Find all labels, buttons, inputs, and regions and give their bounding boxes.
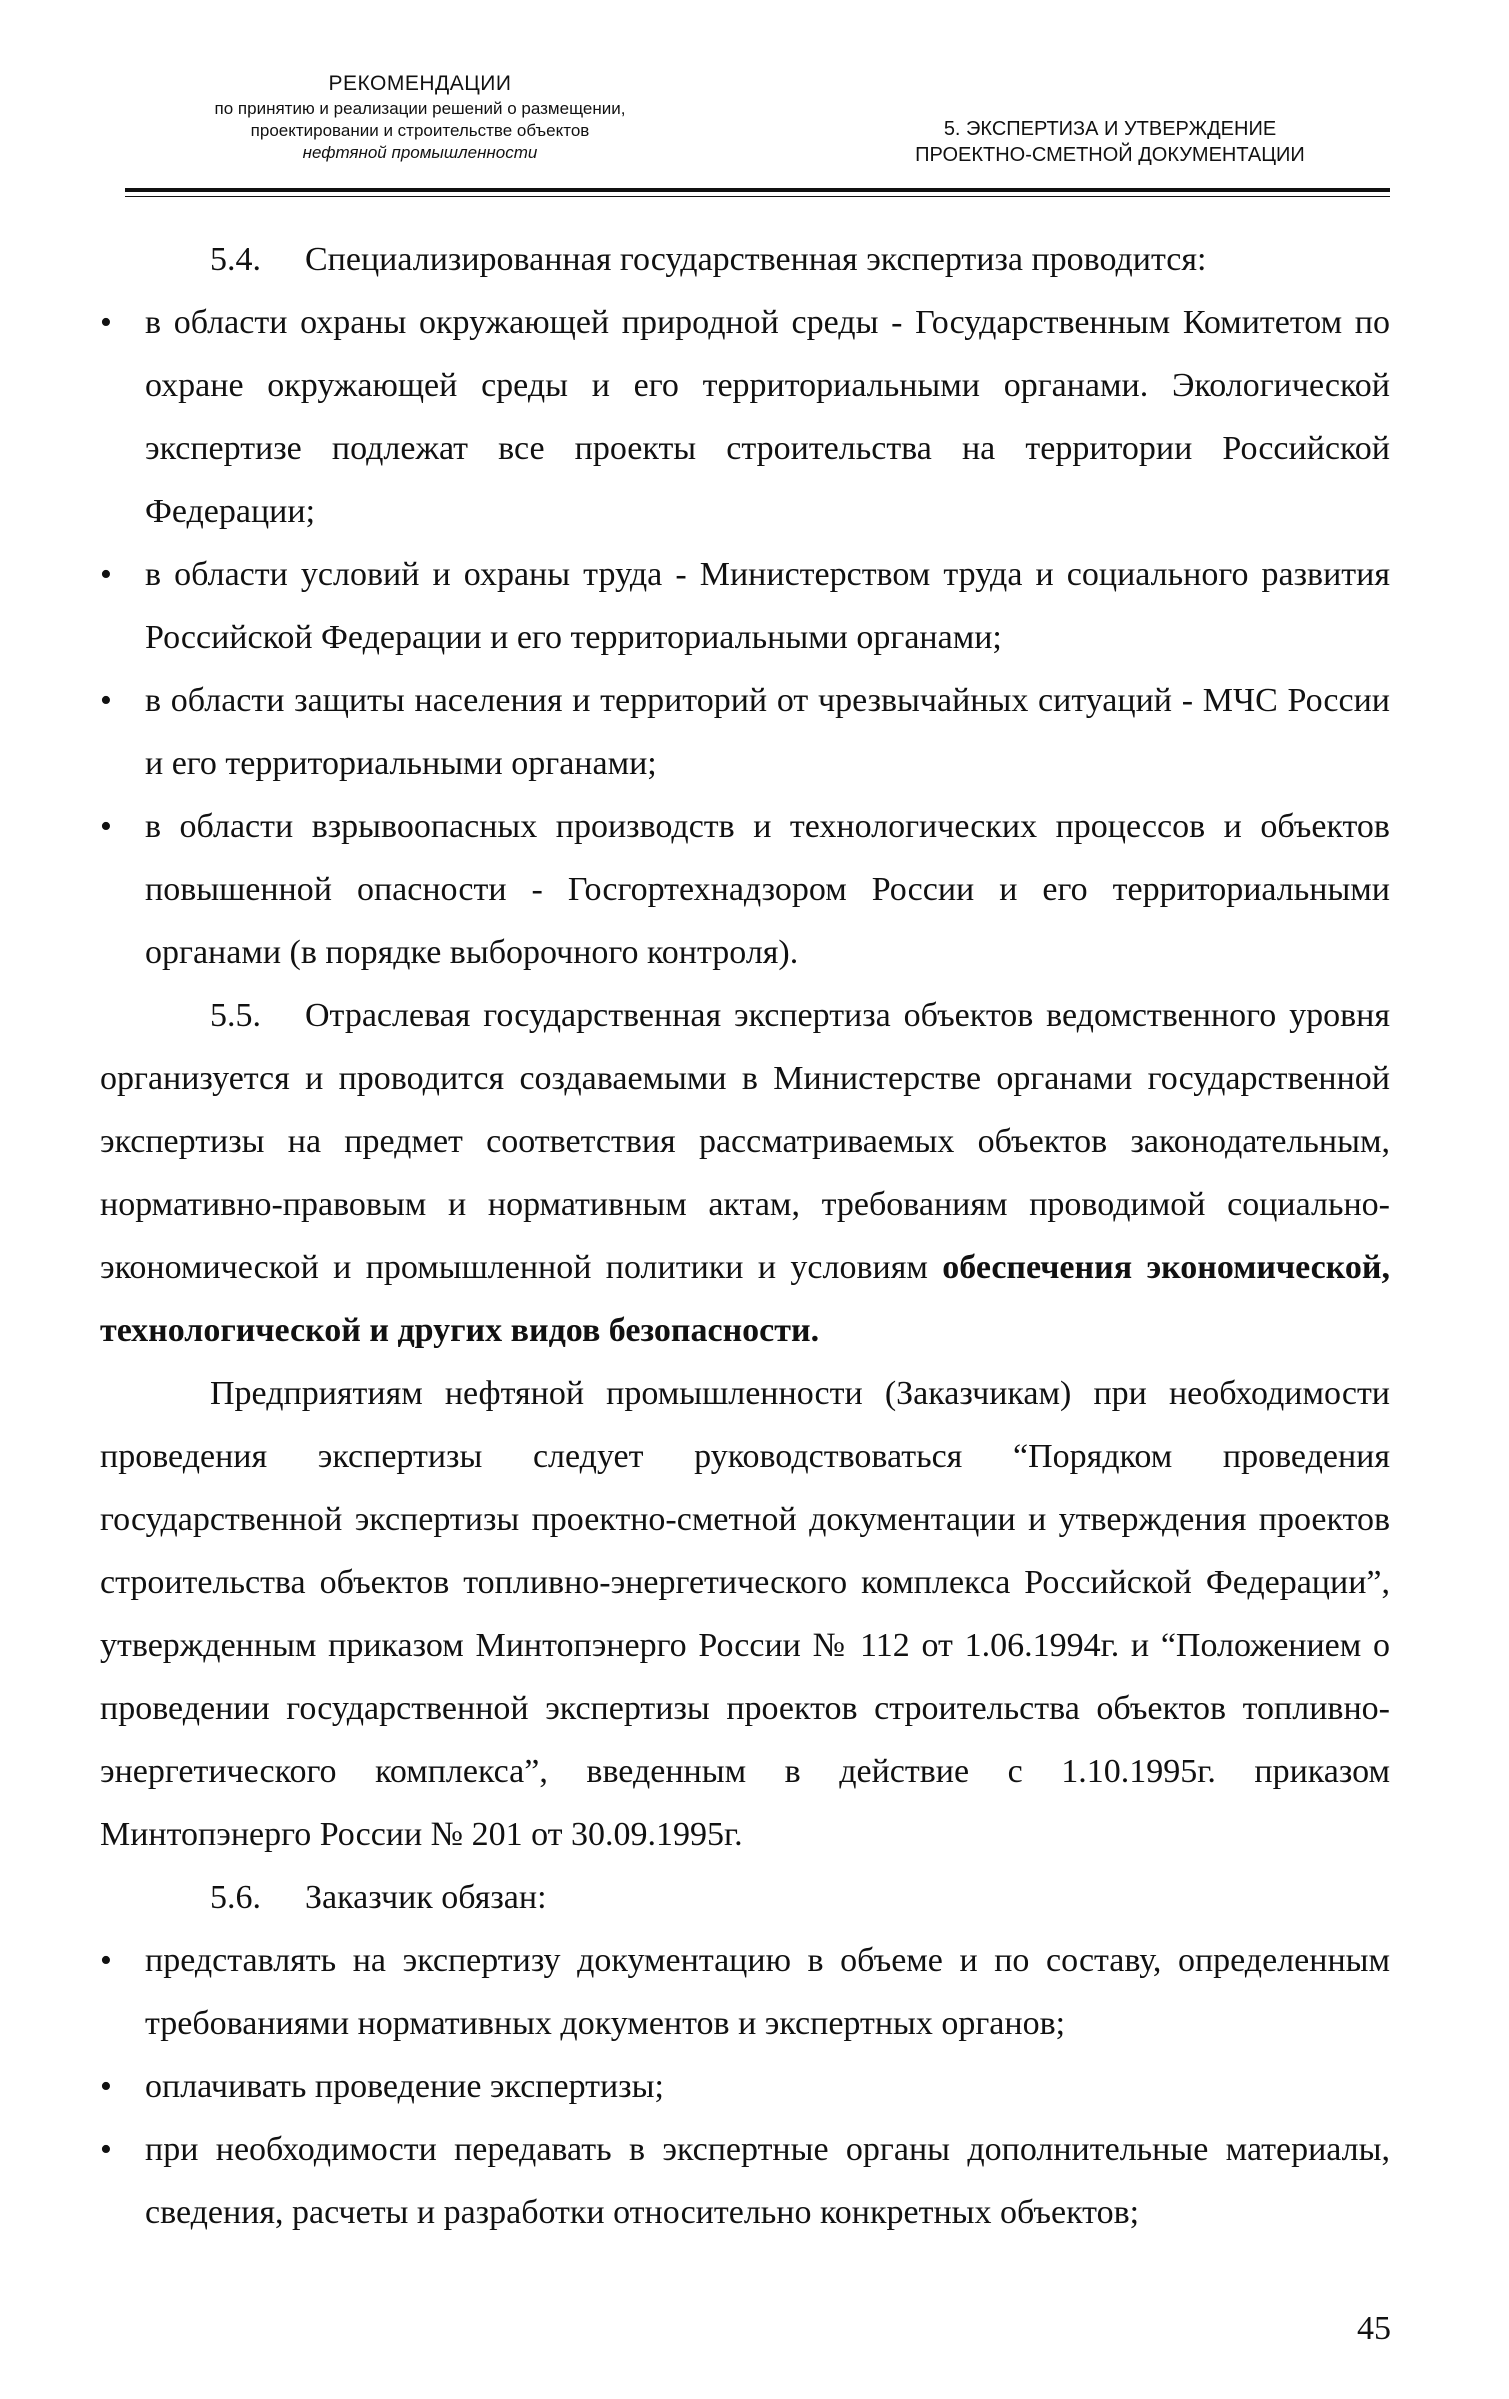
bullet-icon: • <box>100 304 112 341</box>
section-5-4-title: Специализированная государственная экспертиза проводится: <box>305 241 1207 278</box>
page-header <box>0 70 1509 200</box>
section-5-6-heading <box>100 1866 1390 1929</box>
list-item: • оплачивать проведение экспертизы; <box>100 2055 1390 2118</box>
section-5-5-paragraph-2: Предприятиям нефтяной промышленности (Заказчикам) при необходимости проведения экспертизы следует руководствоваться “Порядком проведения государственной экспертизы проектно-сметной документации и утверждения проектов строительства объектов топливно-энергетического комплекса Российской Федерации”, утвержденным приказом Минтопэнерго России № 112 от 1.06.1994г. и “Положением о проведении государственной экспертизы проектов строительства объектов топливно-энергетического комплекса”, введенным в действие с 1.10.1995г. приказом Минтопэнерго России № 201 от 30.09.1995г. <box>100 1375 1390 1853</box>
list-item: • в области взрывоопасных производств и технологических процессов и объектов повышенной опасности - Госгортехнадзором России и его территориальными органами (в порядке выборочного контроля). <box>100 795 1390 984</box>
list-item: • в области условий и охраны труда - Министерством труда и социального развития Российской Федерации и его территориальными органами; <box>100 543 1390 669</box>
list-item: • в области защиты населения и территорий от чрезвычайных ситуаций - МЧС России и его территориальными органами; <box>100 669 1390 795</box>
list-item: • при необходимости передавать в экспертные органы дополнительные материалы, сведения, расчеты и разработки относительно конкретных объектов; <box>100 2118 1390 2244</box>
bold-phrase: обеспечения экономической, технологической и других видов безопасности. <box>100 1249 1390 1349</box>
header-left <box>125 70 715 164</box>
header-subtitle-line: по принятию и реализации решений о размещении, <box>214 99 626 118</box>
page-body <box>100 228 1390 2244</box>
bullet-icon: • <box>100 682 112 719</box>
header-right <box>830 116 1390 168</box>
section-5-5-paragraph: 5.5. Отраслевая государственная экспертиза объектов ведомственного уровня организуется и проводится создаваемыми в Министерстве органами государственной экспертизы на предмет соответствия рассматриваемых объектов законодательным, нормативно-правовым и нормативным актам, требованиям проводимой социально-экономической и промышленной политики и условиям обеспечения экономической, технологической и других видов безопасности. <box>100 984 1390 1362</box>
bullet-icon: • <box>100 2068 112 2105</box>
list-item: • в области охраны окружающей природной среды - Государственным Комитетом по охране окружающей среды и его территориальными органами. Экологической экспертизе подлежат все проекты строительства на территории Российской Федерации; <box>100 291 1390 543</box>
section-5-6-title: Заказчик обязан: <box>305 1879 547 1916</box>
header-title: РЕКОМЕНДАЦИИ <box>328 72 512 95</box>
section-5-4-heading <box>100 228 1390 291</box>
bullet-icon: • <box>100 808 112 845</box>
bullet-icon: • <box>100 556 112 593</box>
header-rule-thin <box>125 196 1390 197</box>
section-number: 5.4. <box>210 241 261 278</box>
page-number: 45 <box>1357 2310 1391 2347</box>
header-subtitle-line: проектировании и строительстве объектов <box>250 121 590 140</box>
section-title-line: ПРОЕКТНО-СМЕТНОЙ ДОКУМЕНТАЦИИ <box>915 144 1305 166</box>
list-item: • представлять на экспертизу документацию в объеме и по составу, определенным требованиями нормативных документов и экспертных органов; <box>100 1929 1390 2055</box>
bullet-icon: • <box>100 1942 112 1979</box>
section-title-line: 5. ЭКСПЕРТИЗА И УТВЕРЖДЕНИЕ <box>943 118 1277 140</box>
section-number: 5.6. <box>210 1879 261 1916</box>
header-rule <box>125 188 1390 192</box>
bullet-icon: • <box>100 2131 112 2168</box>
header-subtitle-line: нефтяной промышленности <box>302 143 538 162</box>
section-number: 5.5. <box>210 997 261 1034</box>
